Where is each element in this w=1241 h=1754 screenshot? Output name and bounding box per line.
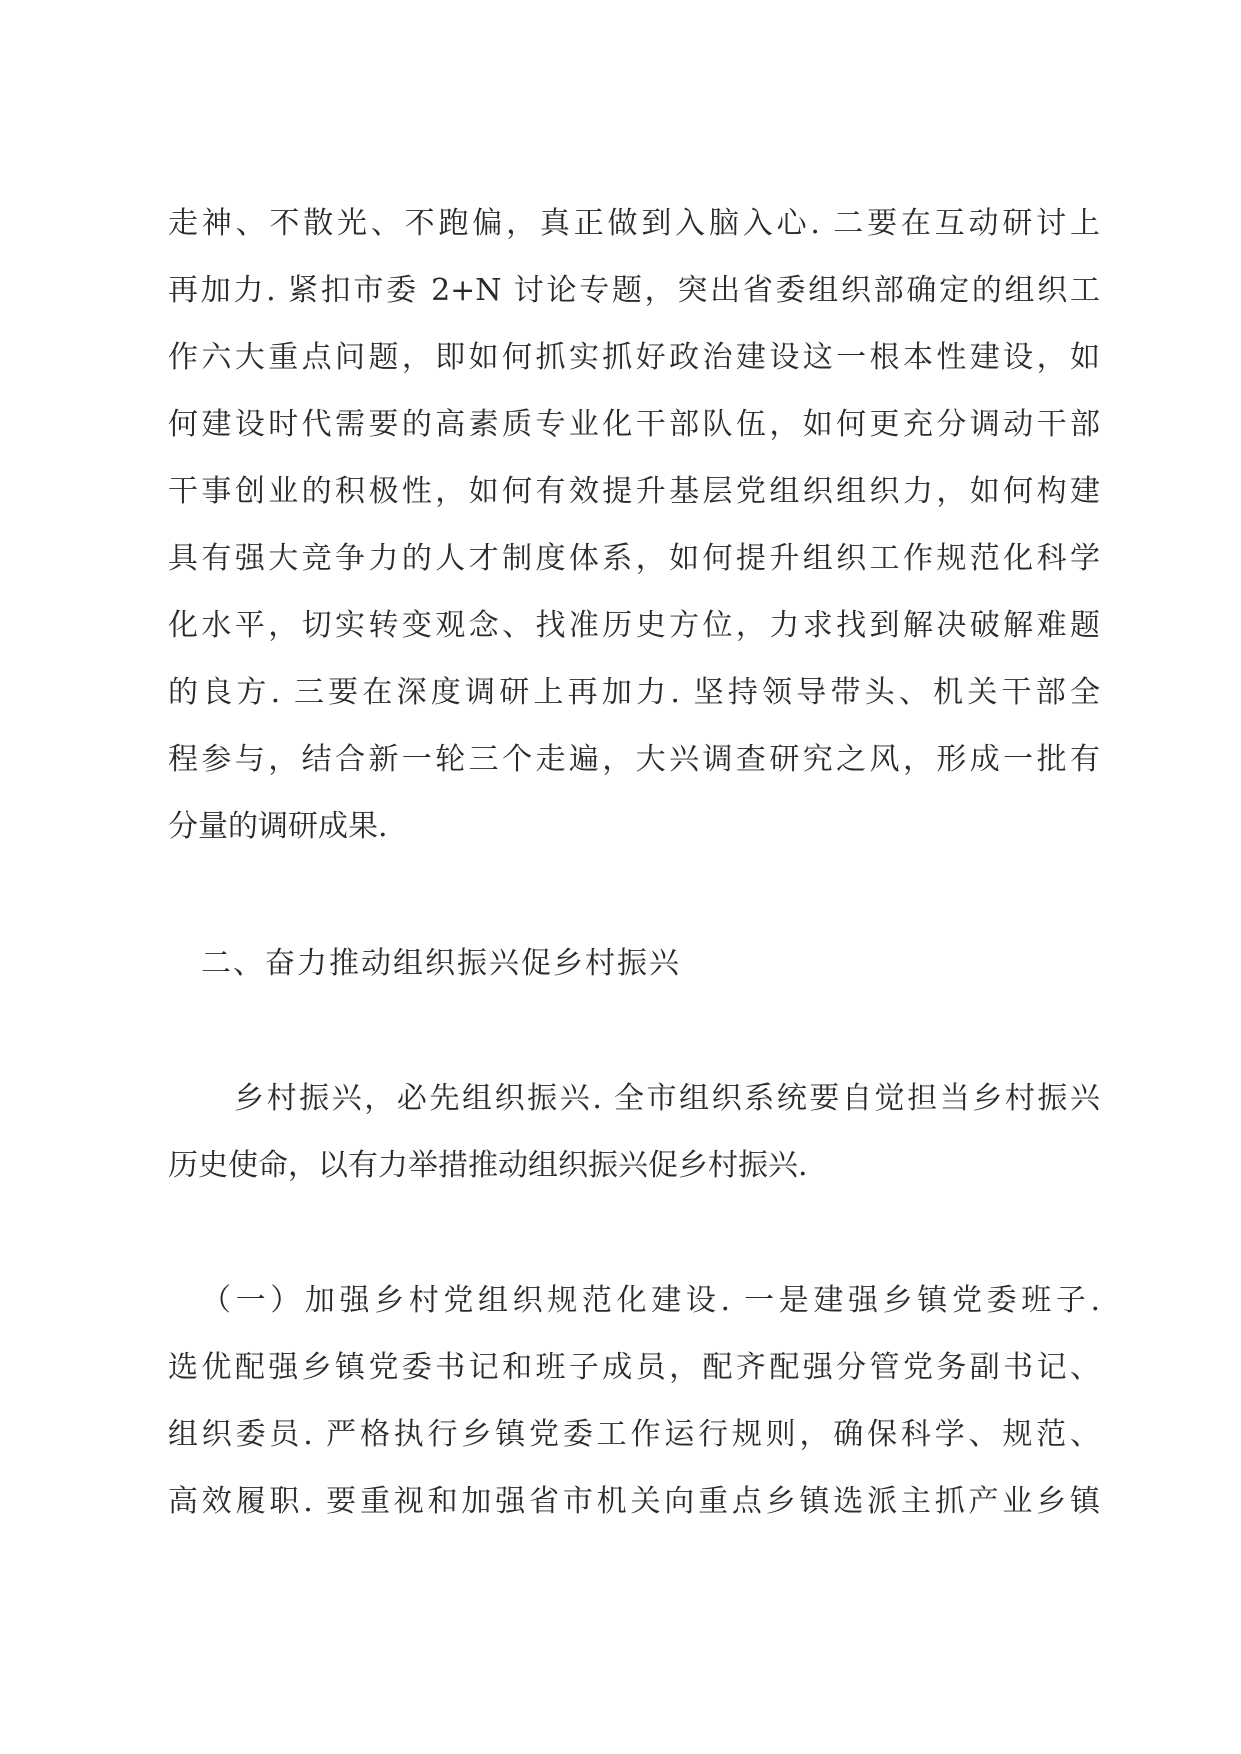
paragraph-1-line-3: 作六大重点问题，即如何抓实抓好政治建设这一根本性建设，如 [168,340,1100,375]
section-heading: 二、奋力推动组织振兴促乡村振兴 [201,946,681,981]
paragraph-3-line-2: 选优配强乡镇党委书记和班子成员，配齐配强分管党务副书记、 [168,1350,1100,1385]
paragraph-3-line-3: 组织委员. 严格执行乡镇党委工作运行规则，确保科学、规范、 [168,1417,1100,1452]
paragraph-1-line-7: 化水平，切实转变观念、找准历史方位，力求找到解决破解难题 [168,608,1100,643]
paragraph-2-line-2: 历史使命，以有力举措推动组织振兴促乡村振兴. [168,1148,808,1183]
paragraph-1-line-2: 再加力. 紧扣市委 2+N 讨论专题，突出省委组织部确定的组织工 [168,273,1100,308]
paragraph-1-line-1: 走神、不散光、不跑偏，真正做到入脑入心. 二要在互动研讨上 [168,206,1100,241]
paragraph-1-line-10: 分量的调研成果. [168,809,388,844]
paragraph-1-line-5: 干事创业的积极性，如何有效提升基层党组织组织力，如何构建 [168,474,1100,509]
paragraph-1-line-4: 何建设时代需要的高素质专业化干部队伍，如何更充分调动干部 [168,407,1100,442]
paragraph-1-line-8: 的良方. 三要在深度调研上再加力. 坚持领导带头、机关干部全 [168,675,1100,710]
paragraph-3-line-1: （一）加强乡村党组织规范化建设. 一是建强乡镇党委班子. [201,1283,1100,1318]
paragraph-3-line-4: 高效履职. 要重视和加强省市机关向重点乡镇选派主抓产业乡镇 [168,1484,1100,1519]
paragraph-2-line-1: 乡村振兴，必先组织振兴. 全市组织系统要自觉担当乡村振兴 [234,1081,1100,1116]
paragraph-1-line-6: 具有强大竞争力的人才制度体系，如何提升组织工作规范化科学 [168,541,1100,576]
paragraph-1-line-9: 程参与，结合新一轮三个走遍，大兴调查研究之风，形成一批有 [168,742,1100,777]
